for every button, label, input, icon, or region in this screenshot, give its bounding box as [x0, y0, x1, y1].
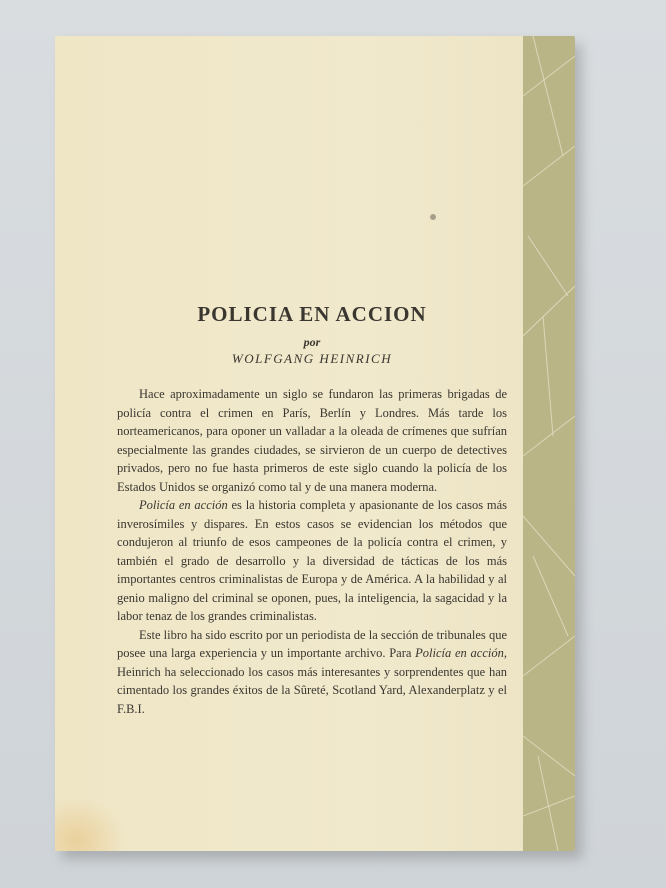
book-back-cover — [55, 36, 575, 851]
ink-spot — [430, 214, 436, 220]
book-title-italic: Policía en acción — [415, 646, 504, 660]
paper-stain — [55, 796, 125, 851]
book-title-italic: Policía en acción — [139, 498, 228, 512]
spine-pattern — [523, 36, 575, 851]
cover-text — [117, 299, 507, 718]
book-spine — [523, 36, 575, 851]
blurb-paragraph-2: Policía en acción es la historia completa y apasionante de los casos más inverosímiles y dispares. En estos casos se evidencian los métodos que condujeron al triunfo de esos campeones de la policía contra el crimen, y también el grado de desarrollo y la diversidad de tácticas de los más importantes centros criminalistas de Europa y de América. A la habilidad y al genio maligno del criminal se oponen, pues, la inteligencia, la sagacidad y la labor tenaz de los grandes criminalistas. — [117, 498, 507, 623]
by-label: por — [303, 335, 321, 349]
blurb — [117, 385, 507, 718]
book-title: POLICIA EN ACCION — [197, 302, 427, 326]
author-name: WOLFGANG HEINRICH — [231, 351, 393, 366]
blurb-paragraph-1: Hace aproximadamente un siglo se fundaron las primeras brigadas de policía contra el crimen en París, Berlín y Londres. Más tarde los norteamericanos, para oponer un valladar a la oleada de crímenes que sufrían especialmente las grandes ciudades, se sirvieron de un cuerpo de detectives privados, pero no fue hasta primeros de este siglo cuando la policía de los Estados Unidos se organizó como tal y de una manera moderna. — [117, 387, 507, 494]
blurb-paragraph-3: Este libro ha sido escrito por un periodista de la sección de tribunales que posee una larga experiencia y un importante archivo. Para Policía en acción, Heinrich ha seleccionado los casos más interesantes y sorprendentes que han cimentado los grandes éxitos de la Sûreté, Scotland Yard, Alexanderplatz y el F.B.I. — [117, 627, 507, 716]
